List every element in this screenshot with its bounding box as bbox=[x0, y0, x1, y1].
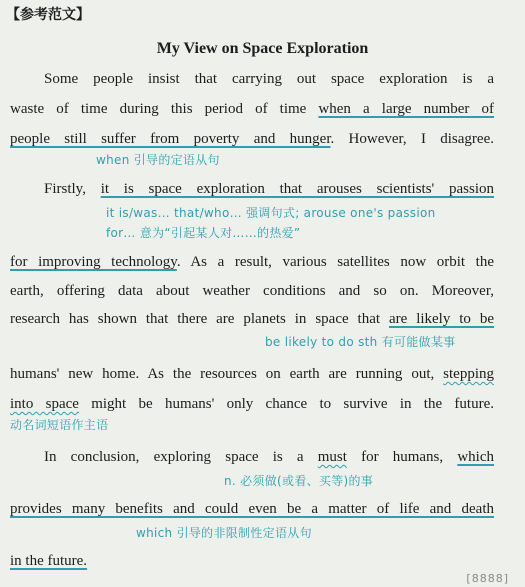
p3-line-3 bbox=[10, 552, 87, 570]
annotation-note: when 引导的定语从句 bbox=[96, 153, 220, 167]
annotation-note: for… 意为“引起某人对……的热爱” bbox=[106, 226, 301, 240]
p3-line-2: provides many benefits and could even be a matter of life and death bbox=[10, 501, 494, 517]
wavy-underlined-phrase: stepping bbox=[443, 366, 494, 382]
p2-line-6: into space might be humans' only chance to survive in the future. bbox=[10, 396, 494, 412]
annotation-note: which 引导的非限制性定语从句 bbox=[136, 526, 312, 540]
underlined-phrase: for improving technology bbox=[10, 254, 177, 270]
p2-line-3: earth, offering data about weather conditions and so on. Moreover, bbox=[10, 283, 494, 299]
wavy-underlined-phrase: into space bbox=[10, 396, 79, 412]
annotation-note: n. 必须做(或看、买等)的事 bbox=[224, 474, 374, 488]
p2-line-5: humans' new home. As the resources on earth are running out, stepping bbox=[10, 366, 494, 382]
p1-line-1: Some people insist that carrying out space exploration is a bbox=[44, 71, 494, 87]
p3-line-1: In conclusion, exploring space is a must for humans, which bbox=[44, 449, 494, 465]
annotation-note: 动名词短语作主语 bbox=[10, 418, 109, 432]
underlined-phrase: which bbox=[457, 449, 494, 465]
p2-line-2: for improving technology. As a result, various satellites now orbit the bbox=[10, 254, 494, 270]
underlined-phrase: it is space exploration that arouses scientists' passion bbox=[100, 181, 494, 197]
p2-line-4: research has shown that there are planets in space that are likely to be bbox=[10, 311, 494, 327]
wavy-underlined-phrase: must bbox=[317, 449, 347, 465]
p1-line-2: waste of time during this period of time when a large number of bbox=[10, 101, 494, 117]
page-number: [8888] bbox=[466, 572, 509, 585]
underlined-phrase: are likely to be bbox=[388, 311, 494, 327]
underlined-phrase: people still suffer from poverty and hunger bbox=[10, 131, 331, 147]
annotation-note: it is/was… that/who… 强调句式; arouse one's passion bbox=[106, 206, 436, 220]
underlined-phrase: when a large number of bbox=[318, 101, 494, 117]
p1-line-3: people still suffer from poverty and hunger. However, I disagree. bbox=[10, 131, 494, 147]
annotation-note: be likely to do sth 有可能做某事 bbox=[265, 335, 456, 349]
p2-line-1: Firstly, it is space exploration that arouses scientists' passion bbox=[44, 181, 494, 197]
reference-essay-header: 【参考范文】 bbox=[6, 7, 90, 23]
essay-title: My View on Space Exploration bbox=[156, 40, 369, 57]
underlined-phrase: in the future. bbox=[10, 553, 88, 569]
